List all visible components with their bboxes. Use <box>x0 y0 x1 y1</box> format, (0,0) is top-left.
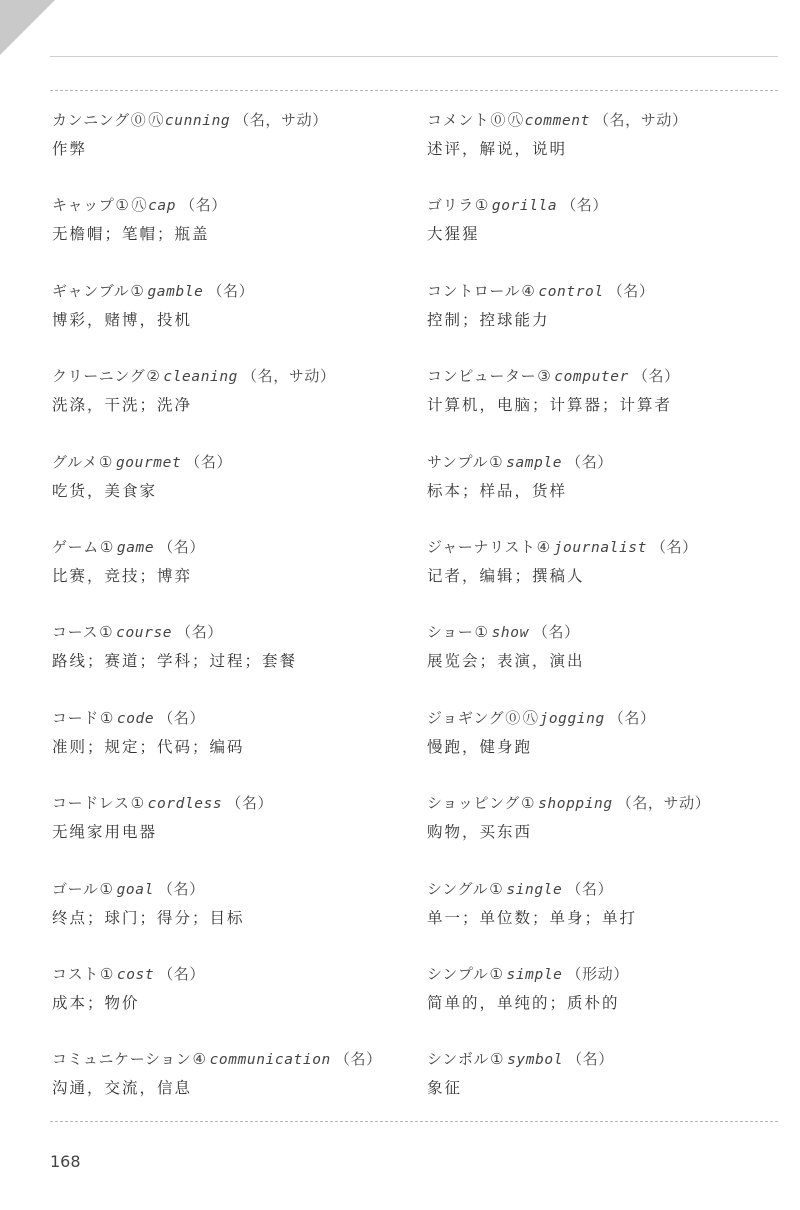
entry-meaning: 标本；样品，货样 <box>427 481 568 500</box>
entry-part-of-speech: （名） <box>157 879 205 898</box>
entry-kana: シングル <box>427 879 489 898</box>
entry-meaning: 比赛，竞技；博弈 <box>52 566 193 585</box>
entry-headword <box>52 281 412 302</box>
entry-meaning: 博彩，赌博，投机 <box>52 310 193 329</box>
entry-headword <box>52 793 412 814</box>
vocab-entry <box>52 622 412 707</box>
entry-part-of-speech: （名，サ动） <box>242 367 336 386</box>
entry-kana: キャップ <box>52 196 115 215</box>
vocab-entry <box>52 708 412 793</box>
entry-kana: ゴール <box>52 879 99 898</box>
entry-headword <box>52 110 412 131</box>
entry-headword <box>52 1049 412 1070</box>
vocab-entry <box>52 537 412 622</box>
entry-headword <box>427 879 787 900</box>
entry-accent: ① <box>99 879 114 898</box>
entry-accent: ⓪ <box>490 111 507 129</box>
top-dotted-rule <box>50 90 778 91</box>
entry-kana: ジャーナリスト <box>427 537 536 556</box>
entry-accent: ① <box>99 537 114 556</box>
vocab-entry <box>52 964 412 1049</box>
entry-kana: サンプル <box>427 452 489 471</box>
entry-meaning: 无绳家用电器 <box>52 823 158 842</box>
entry-meaning: 象征 <box>427 1079 463 1098</box>
entry-kana: ゴリラ <box>427 196 474 215</box>
entry-english-word: shopping <box>538 796 613 813</box>
entry-meaning: 计算机，电脑；计算器；计算者 <box>427 396 673 415</box>
entry-english-word: control <box>538 283 604 300</box>
vocab-entry <box>52 281 412 366</box>
entry-english-word: cunning <box>164 113 231 129</box>
vocab-entry <box>52 110 412 195</box>
vocab-entry <box>427 793 787 878</box>
entry-meaning: 吃货，美食家 <box>52 481 158 500</box>
vocab-entry <box>52 195 412 280</box>
entry-part-of-speech: （名） <box>567 1050 614 1069</box>
entry-headword <box>427 708 787 729</box>
entry-accent: ⓪ <box>130 111 147 129</box>
entry-meaning: 准则；规定；代码；编码 <box>52 737 245 756</box>
entry-part-of-speech: （名） <box>608 708 656 727</box>
entry-part-of-speech: （名） <box>561 196 608 215</box>
entry-marker: ㊇ <box>508 111 524 129</box>
entry-english-word: game <box>116 539 155 556</box>
entry-headword <box>52 879 412 900</box>
entry-english-word: symbol <box>507 1052 564 1069</box>
entry-english-word: gorilla <box>491 198 558 215</box>
entry-accent: ① <box>521 794 536 813</box>
entry-accent: ① <box>474 196 489 215</box>
entry-headword <box>427 452 787 473</box>
entry-english-word: simple <box>506 966 563 983</box>
entry-kana: クリーニング <box>52 367 146 386</box>
entry-headword <box>52 366 412 387</box>
entry-meaning: 作弊 <box>52 140 88 158</box>
entry-english-word: cap <box>148 198 177 215</box>
entry-english-word: sample <box>506 454 563 471</box>
entry-accent: ① <box>130 794 145 813</box>
entry-kana: コース <box>52 623 99 642</box>
entry-english-word: computer <box>554 369 629 386</box>
entry-headword <box>427 281 787 302</box>
entry-marker: ㊇ <box>131 196 148 215</box>
entry-part-of-speech: （名） <box>532 623 580 642</box>
entry-kana: ショッピング <box>427 794 521 813</box>
vocab-entry <box>427 281 787 366</box>
entry-headword <box>427 622 787 643</box>
entry-english-word: gamble <box>147 283 204 300</box>
entry-kana: コスト <box>52 964 99 983</box>
entry-accent: ④ <box>192 1050 207 1069</box>
entry-part-of-speech: （名） <box>632 367 680 386</box>
entry-headword <box>427 793 787 814</box>
entry-part-of-speech: （名） <box>650 537 698 556</box>
entry-kana: コンピューター <box>427 367 537 386</box>
entry-accent: ④ <box>521 281 536 300</box>
entry-marker: ㊇ <box>522 708 539 727</box>
entry-meaning: 慢跑，健身跑 <box>427 737 533 756</box>
entry-headword <box>52 708 412 729</box>
entry-accent: ① <box>115 196 130 215</box>
entry-headword <box>427 537 787 558</box>
entry-english-word: cleaning <box>163 369 239 386</box>
entry-english-word: communication <box>209 1052 331 1069</box>
entry-english-word: jogging <box>539 710 605 727</box>
entry-accent: ① <box>99 964 114 983</box>
entry-headword <box>52 964 412 985</box>
vocab-entry <box>427 879 787 964</box>
entry-kana: シンボル <box>427 1050 490 1069</box>
entry-meaning: 单一；单位数；单身；单打 <box>427 908 638 927</box>
header-rule <box>50 56 778 57</box>
vocab-entry <box>427 622 787 707</box>
entry-headword <box>427 110 787 131</box>
entry-accent: ① <box>99 623 114 642</box>
entry-part-of-speech: （名，サ动） <box>593 111 688 129</box>
entry-meaning: 展览会；表演，演出 <box>427 652 585 671</box>
entry-headword <box>52 452 412 473</box>
bottom-dotted-rule <box>50 1121 778 1122</box>
entry-part-of-speech: （名） <box>226 794 274 813</box>
vocab-entry <box>427 708 787 793</box>
entry-kana: ゲーム <box>52 537 99 556</box>
entry-kana: グルメ <box>52 452 98 471</box>
entry-meaning: 简单的，单纯的；质朴的 <box>427 993 620 1012</box>
entry-part-of-speech: （名） <box>158 537 206 556</box>
entry-meaning: 述评，解说，说明 <box>427 140 568 158</box>
entry-part-of-speech: （名） <box>158 708 206 727</box>
entry-accent: ① <box>474 623 489 642</box>
vocab-entry <box>427 110 787 195</box>
entry-kana: シンプル <box>427 964 489 983</box>
entry-accent: ⓪ <box>505 708 521 727</box>
vocab-entry <box>427 366 787 451</box>
entry-kana: カンニング <box>52 111 130 129</box>
entry-accent: ④ <box>536 537 551 556</box>
entry-english-word: goal <box>116 881 154 898</box>
entry-accent: ① <box>130 281 145 300</box>
entry-part-of-speech: （名） <box>158 964 206 983</box>
entry-english-word: journalist <box>553 539 647 556</box>
entry-part-of-speech: （名） <box>334 1050 382 1069</box>
left-column <box>52 110 412 1135</box>
entry-kana: コメント <box>427 111 490 129</box>
entry-meaning: 大猩猩 <box>427 225 480 244</box>
entry-part-of-speech: （名） <box>185 452 233 471</box>
entry-english-word: gourmet <box>115 454 182 471</box>
vocab-entry <box>427 195 787 280</box>
entry-headword <box>52 195 412 216</box>
vocab-entry <box>52 366 412 451</box>
entry-headword <box>52 537 412 558</box>
entry-accent: ① <box>99 708 114 727</box>
entry-part-of-speech: （形动） <box>566 964 629 983</box>
entry-english-word: single <box>506 881 563 898</box>
entry-kana: コントロール <box>427 281 521 300</box>
entry-headword <box>427 1049 787 1070</box>
entry-meaning: 购物，买东西 <box>427 823 533 842</box>
entry-headword <box>427 366 787 387</box>
entry-part-of-speech: （名） <box>566 879 614 898</box>
entry-kana: ショー <box>427 623 474 642</box>
entry-accent: ② <box>146 367 161 386</box>
entry-meaning: 成本；物价 <box>52 993 140 1012</box>
page-corner-decoration <box>0 0 55 55</box>
entry-part-of-speech: （名） <box>176 623 223 642</box>
entry-headword <box>427 964 787 985</box>
entry-english-word: cost <box>116 966 155 983</box>
entry-accent: ③ <box>537 367 552 386</box>
entry-accent: ① <box>490 1050 505 1069</box>
entry-kana: コード <box>52 708 99 727</box>
entry-part-of-speech: （名，サ动） <box>234 111 328 129</box>
entry-meaning: 控制；控球能力 <box>427 310 550 329</box>
entry-kana: コードレス <box>52 794 130 813</box>
entry-english-word: course <box>116 625 173 642</box>
entry-marker: ㊇ <box>148 111 164 129</box>
entry-part-of-speech: （名） <box>607 281 655 300</box>
vocab-entry <box>52 879 412 964</box>
entry-kana: ジョギング <box>427 708 505 727</box>
entry-accent: ① <box>489 964 504 983</box>
entry-meaning: 路线；赛道；学科；过程；套餐 <box>52 652 298 671</box>
vocab-entry <box>427 964 787 1049</box>
entry-part-of-speech: （名） <box>207 281 255 300</box>
entry-english-word: comment <box>524 113 590 129</box>
vocab-entry <box>427 452 787 537</box>
entry-part-of-speech: （名） <box>180 196 227 215</box>
entry-english-word: code <box>116 710 155 727</box>
entry-headword <box>427 195 787 216</box>
entry-kana: ギャンブル <box>52 281 130 300</box>
entry-meaning: 记者，编辑；撰稿人 <box>427 566 585 585</box>
entry-headword <box>52 622 412 643</box>
vocab-entry <box>427 537 787 622</box>
entry-accent: ① <box>98 452 113 471</box>
entry-meaning: 终点；球门；得分；目标 <box>52 908 245 927</box>
page-number: 168 <box>50 1152 81 1171</box>
entry-accent: ① <box>489 452 504 471</box>
entry-accent: ① <box>489 879 504 898</box>
vocab-entry <box>52 452 412 537</box>
right-column <box>427 110 787 1135</box>
entry-english-word: show <box>491 625 529 642</box>
entry-english-word: cordless <box>147 796 223 813</box>
entry-meaning: 无檐帽；笔帽；瓶盖 <box>52 225 210 244</box>
entry-part-of-speech: （名） <box>566 452 613 471</box>
entry-meaning: 沟通，交流，信息 <box>52 1079 193 1098</box>
entry-kana: コミュニケーション <box>52 1050 192 1069</box>
vocab-entry <box>52 793 412 878</box>
entry-part-of-speech: （名，サ动） <box>616 794 711 813</box>
entry-meaning: 洗涤，干洗；洗净 <box>52 396 193 415</box>
